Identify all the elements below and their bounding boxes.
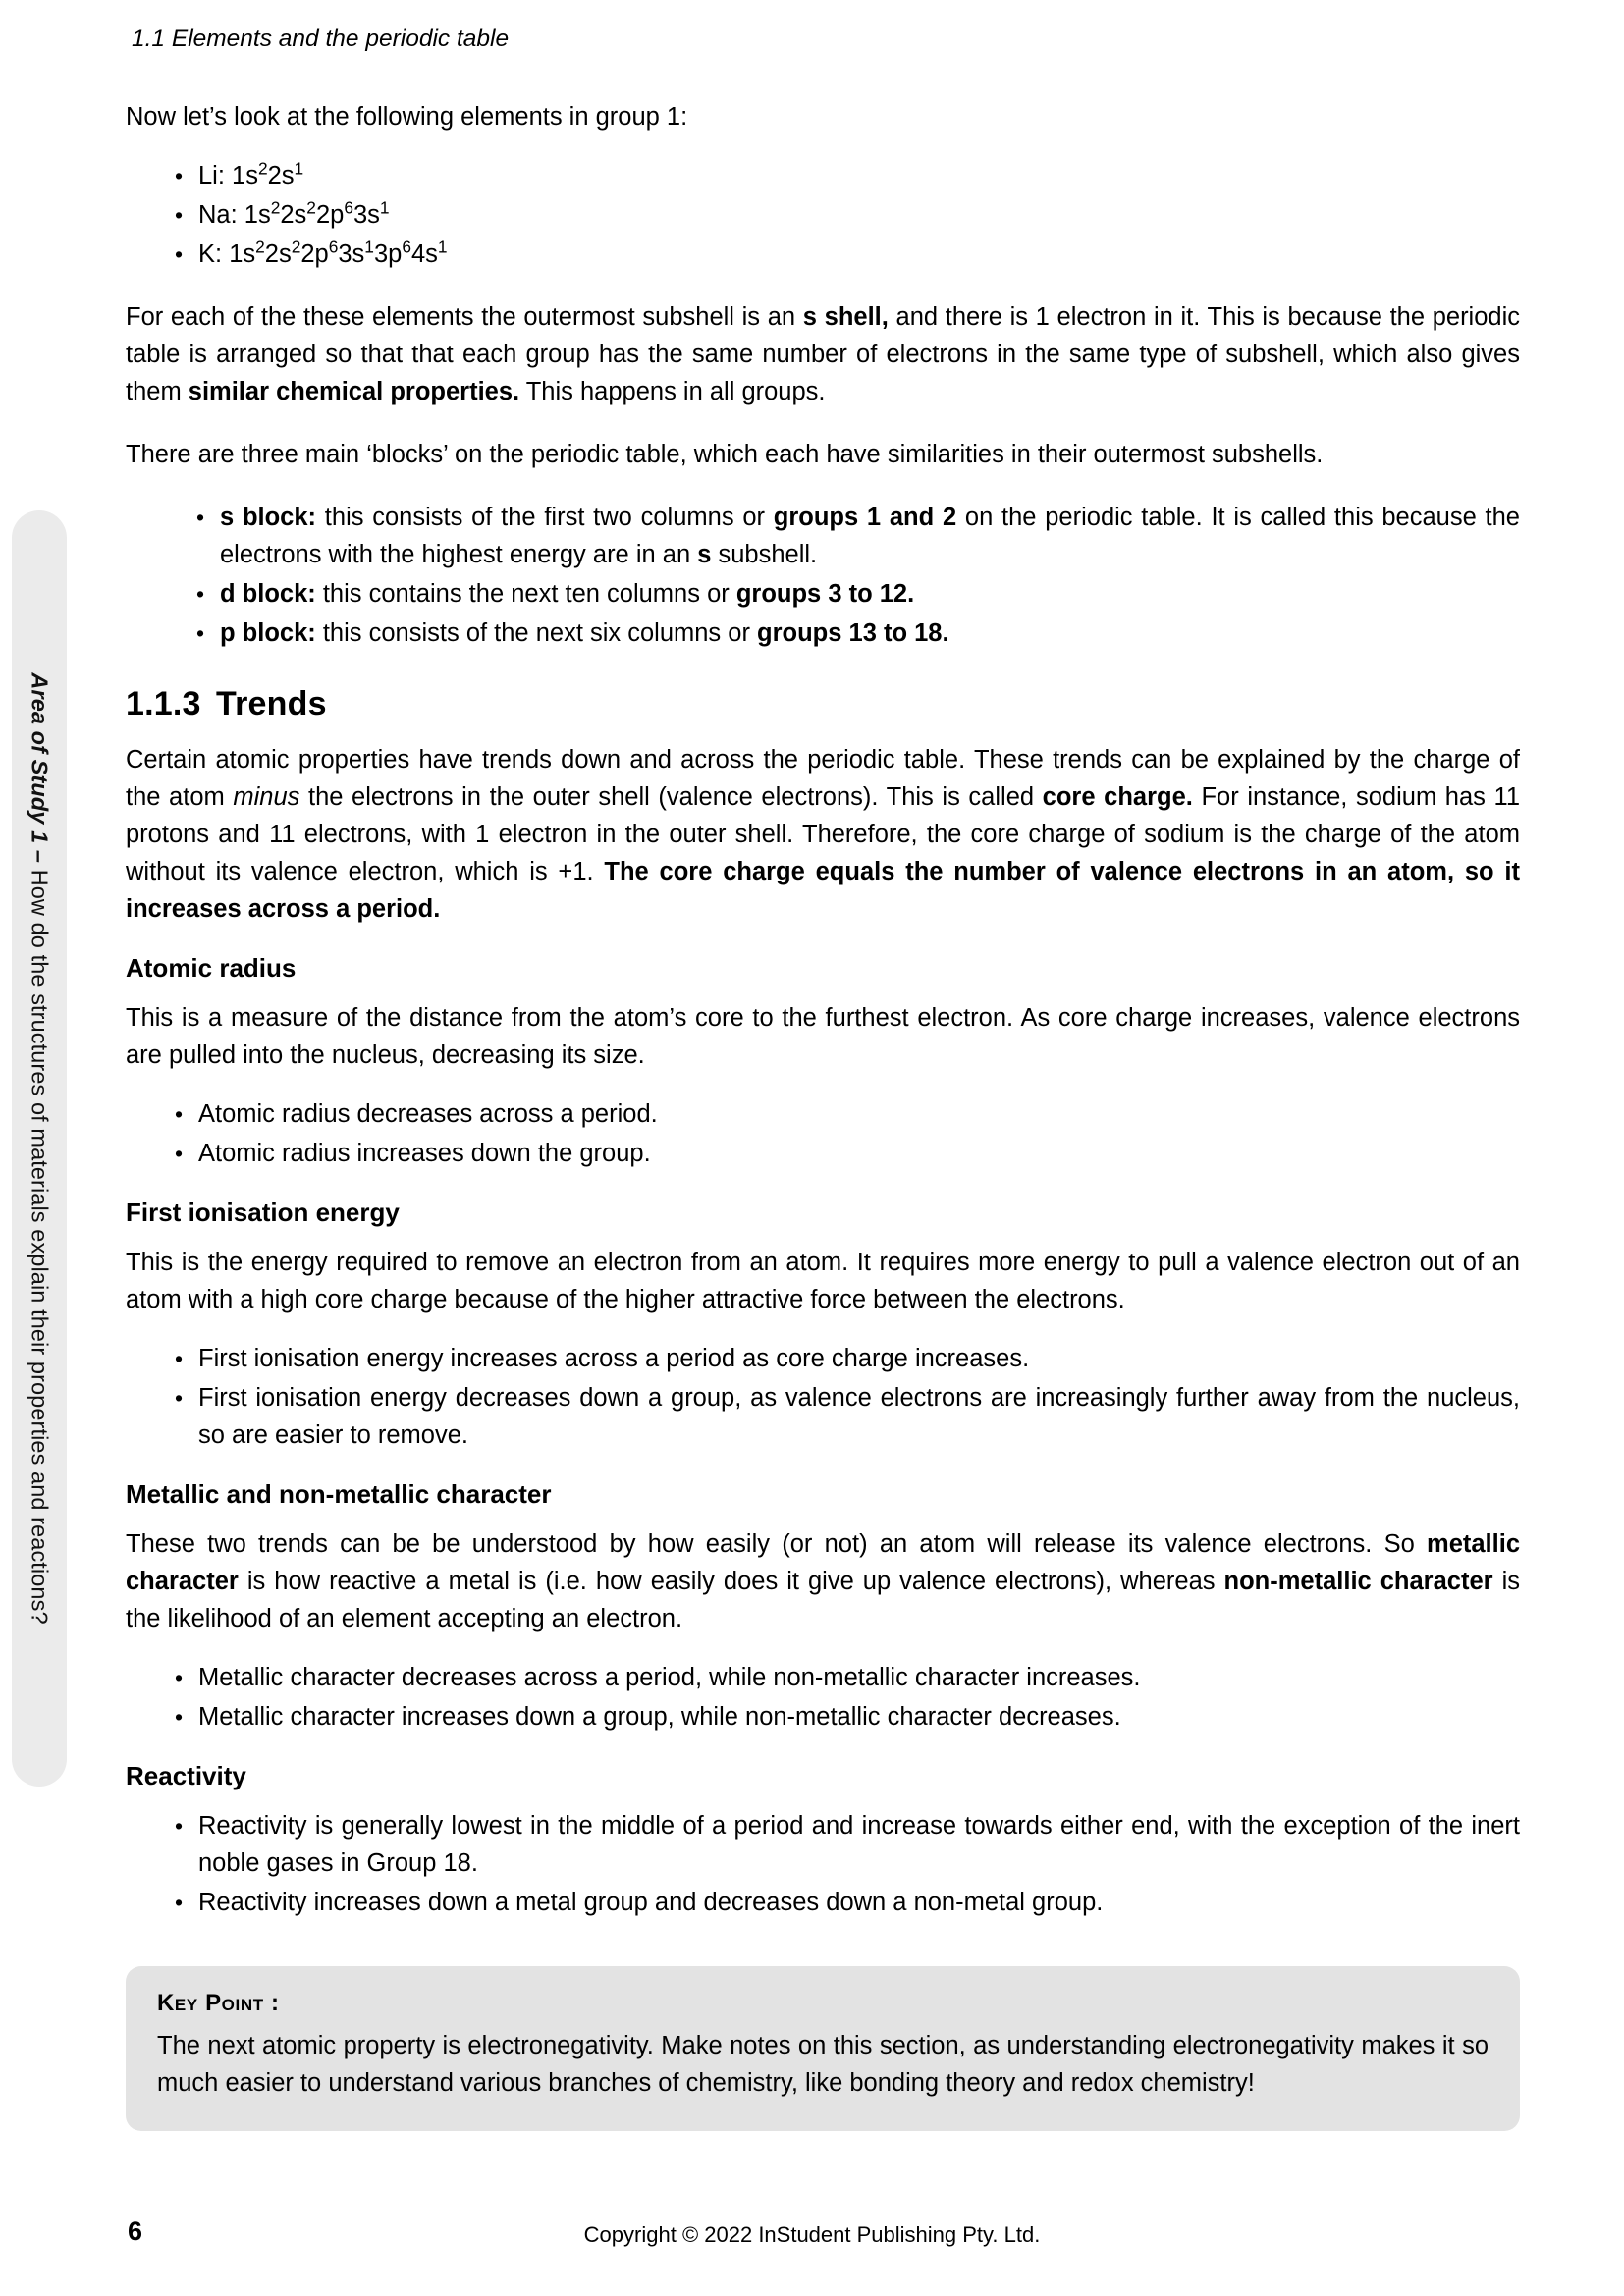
config-element-li: Li: [198, 162, 225, 189]
para1-bold-s-shell: s shell, [802, 303, 889, 331]
side-tab-label [27, 672, 53, 1624]
blocks-intro-paragraph: There are three main ‘blocks’ on the periodic table, which each have similarities in their outermost subshells. [126, 441, 1324, 468]
config-item-na [161, 196, 1520, 234]
block-item-s [183, 499, 1520, 573]
ionisation-bullets [161, 1340, 1520, 1454]
para1-seg-a: For each of the these elements the outermost subshell is an [126, 303, 803, 331]
block-bold-p-groups: groups 13 to 18. [757, 619, 949, 647]
side-tab-label-rest: How do the structures of materials explain their properties and reactions? [27, 869, 53, 1625]
section-heading-trends [126, 685, 1520, 723]
footer-page-number: 6 [128, 2216, 143, 2246]
config-value-li: $1s^22s^1$ [232, 158, 304, 189]
metallic-seg-b: is how reactive a metal is (i.e. how easily does it give up valence electrons), whereas [238, 1568, 1224, 1595]
config-item-k [161, 236, 1520, 273]
trends-seg-a: Certain atomic properties have trends down and across the periodic table. These trends can be explained by the charge of the atom [126, 746, 1520, 811]
list-item: • First ionisation energy increases across a period as core charge increases. [161, 1340, 1520, 1377]
list-item: • Reactivity is generally lowest in the middle of a period and increase towards either end, with the exception of the inert noble gases in Group 18. [161, 1807, 1520, 1882]
section-title: Trends [216, 685, 327, 722]
list-item: • Atomic radius decreases across a period. [161, 1095, 1520, 1133]
block-label-p: p block: [220, 619, 316, 647]
block-text-d-a: this contains the next ten columns or [315, 580, 736, 608]
metallic-bullets [161, 1659, 1520, 1735]
metallic-bold-metallic-character: metallic character [126, 1530, 1520, 1595]
outermost-subshell-paragraph [126, 298, 1520, 410]
trends-bold-core-charge: core charge. [1042, 783, 1193, 811]
main-content [126, 98, 1520, 2131]
key-point-body: The next atomic property is electronegativity. Make notes on this section, as understanding electronegativity makes it so much easier to understand various branches of chemistry, like bonding theory and redox chemistry! [157, 2032, 1489, 2097]
list-item: • Metallic character increases down a group, while non-metallic character decreases. [161, 1698, 1520, 1735]
block-item-d [183, 575, 1520, 613]
key-point-title: Key Point : [157, 1990, 280, 2016]
footer-copyright: Copyright © 2022 InStudent Publishing Pty. Ltd. [583, 2222, 1041, 2247]
block-label-s: s block: [220, 504, 317, 531]
subheading-reactivity: Reactivity [126, 1761, 246, 1790]
trends-italic-minus: minus [233, 783, 300, 811]
list-item: • Metallic character decreases across a period, while non-metallic character increases. [161, 1659, 1520, 1696]
periodic-blocks-list [183, 499, 1520, 652]
block-text-s-e: subshell. [711, 541, 818, 568]
section-number: 1.1.3 [126, 685, 201, 722]
config-element-na: Na: [198, 201, 238, 229]
trends-intro-paragraph [126, 741, 1520, 928]
block-item-p [183, 614, 1520, 652]
area-of-study-side-tab [12, 510, 67, 1787]
block-label-d: d block: [220, 580, 316, 608]
intro-lead-paragraph: Now let’s look at the following elements in group 1: [126, 103, 688, 131]
subheading-metallic-character: Metallic and non-metallic character [126, 1479, 552, 1509]
block-bold-s-groups: groups 1 and 2 [773, 504, 957, 531]
trends-seg-b: the electrons in the outer shell (valence electrons). This is called [299, 783, 1043, 811]
electron-configuration-list [161, 157, 1520, 273]
side-tab-label-italic: Area of Study 1 – [27, 672, 53, 870]
reactivity-bullets [161, 1807, 1520, 1921]
list-item: • Reactivity increases down a metal group and decreases down a non-metal group. [161, 1884, 1520, 1921]
config-value-na: $1s^22s^22p^63s^1$ [244, 197, 390, 229]
atomic-radius-paragraph: This is a measure of the distance from the atom’s core to the furthest electron. As core charge increases, valence electrons are pulled into the nucleus, decreasing its size. [126, 1004, 1520, 1069]
para1-bold-similar-properties: similar chemical properties. [188, 378, 520, 405]
subheading-atomic-radius: Atomic radius [126, 953, 297, 983]
metallic-seg-a: These two trends can be be understood by how easily (or not) an atom will release its valence electrons. So [126, 1530, 1428, 1558]
metallic-bold-non-metallic-character: non-metallic character [1223, 1568, 1493, 1595]
running-header: 1.1 Elements and the periodic table [132, 26, 510, 52]
block-text-s-c: on the periodic table. It is called this because the electrons with the highest energy are in an [220, 504, 1520, 568]
list-item: • Atomic radius increases down the group. [161, 1135, 1520, 1172]
metallic-paragraph [126, 1525, 1520, 1637]
para1-seg-c: and there is 1 electron in it. This is because the periodic table is arranged so that that each group has the same number of electrons in the same type of subshell, which also gives them [126, 303, 1520, 405]
trends-seg-c: For instance, sodium has 11 protons and 11 electrons, with 1 electron in the outer shell. Therefore, the core charge of sodium is the charge of the atom without its valence electron, which is +1. [126, 783, 1521, 885]
config-item-li [161, 157, 1520, 194]
trends-bold-core-charge-rule: The core charge equals the number of valence electrons in an atom, so it increases across a period. [126, 858, 1520, 923]
block-text-s-a: this consists of the first two columns or [316, 504, 774, 531]
list-item: • First ionisation energy decreases down a group, as valence electrons are increasingly further away from the nucleus, so are easier to remove. [161, 1379, 1520, 1454]
block-bold-s-subshell: s [697, 541, 712, 568]
ionisation-paragraph: This is the energy required to remove an electron from an atom. It requires more energy to pull a valence electron out of an atom with a high core charge because of the higher attractive force between the electrons. [126, 1249, 1520, 1313]
metallic-seg-c: is the likelihood of an element accepting an electron. [126, 1568, 1520, 1632]
atomic-radius-bullets [161, 1095, 1520, 1172]
config-element-k: K: [198, 240, 223, 268]
block-text-p-a: this consists of the next six columns or [315, 619, 758, 647]
key-point-box [126, 1966, 1520, 2131]
config-value-k: $1s^22s^22p^63s^13p^64s^1$ [229, 237, 448, 268]
block-bold-d-groups: groups 3 to 12. [735, 580, 915, 608]
subheading-first-ionisation-energy: First ionisation energy [126, 1198, 400, 1227]
para1-seg-e: This happens in all groups. [519, 378, 826, 405]
